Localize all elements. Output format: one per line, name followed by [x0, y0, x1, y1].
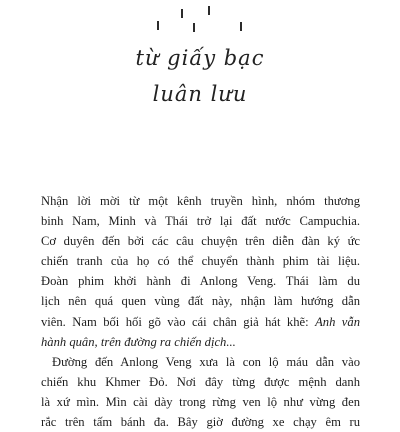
decorative-dash — [208, 6, 210, 15]
text-line: là xứ mìn. Mìn cài dày trong rừng ven lộ như vừng đen — [41, 394, 360, 409]
text-line-with-quote — [41, 312, 360, 332]
text-line: Đoàn phim khởi hành đi Anlong Veng. Thái làm du — [41, 274, 360, 289]
chapter-title — [0, 40, 400, 105]
quote-line — [41, 332, 360, 352]
decorative-dash — [193, 23, 195, 32]
text-line: chiến khu Khmer Đỏ. Nơi đây từng được mệnh danh — [41, 374, 360, 389]
paragraph-1 — [41, 191, 360, 352]
quote-fragment: Anh vẫn — [315, 314, 360, 329]
text-line: chiến tranh của họ có thể chuyển thành phim tài liệu. — [41, 254, 360, 269]
decorative-dash — [181, 9, 183, 18]
chapter-title-line-2: luân lưu — [152, 82, 248, 106]
text-fragment: viên. Nam bối hối gõ vào cái chân giả hát khẽ: — [41, 314, 309, 329]
chapter-title-line-1: từ giấy bạc — [135, 46, 265, 70]
text-line: binh Nam, Minh và Thái trở lại đất nước Campuchia. — [41, 214, 360, 229]
quote-text: hành quân, trên đường ra chiến dịch... — [41, 334, 236, 349]
text-line: rắc trên tấm bánh đa. Bây giờ đường xe chạy êm ru — [41, 415, 360, 430]
text-line: lịch nên quá quen vùng đất này, nhận làm hướng dẫn — [41, 294, 360, 309]
text-line: Cơ duyên đến bởi các câu chuyện trên diễn đàn ký ức — [41, 234, 360, 249]
text-line: Nhận lời mời từ một kênh truyền hình, nhóm thương — [41, 194, 360, 208]
text-line: Đường đến Anlong Veng xưa là con lộ máu dẫn vào — [52, 354, 360, 369]
paragraph-2 — [41, 352, 360, 432]
decorative-dash — [157, 21, 159, 30]
body-text — [41, 191, 360, 432]
decorative-dash — [240, 22, 242, 31]
